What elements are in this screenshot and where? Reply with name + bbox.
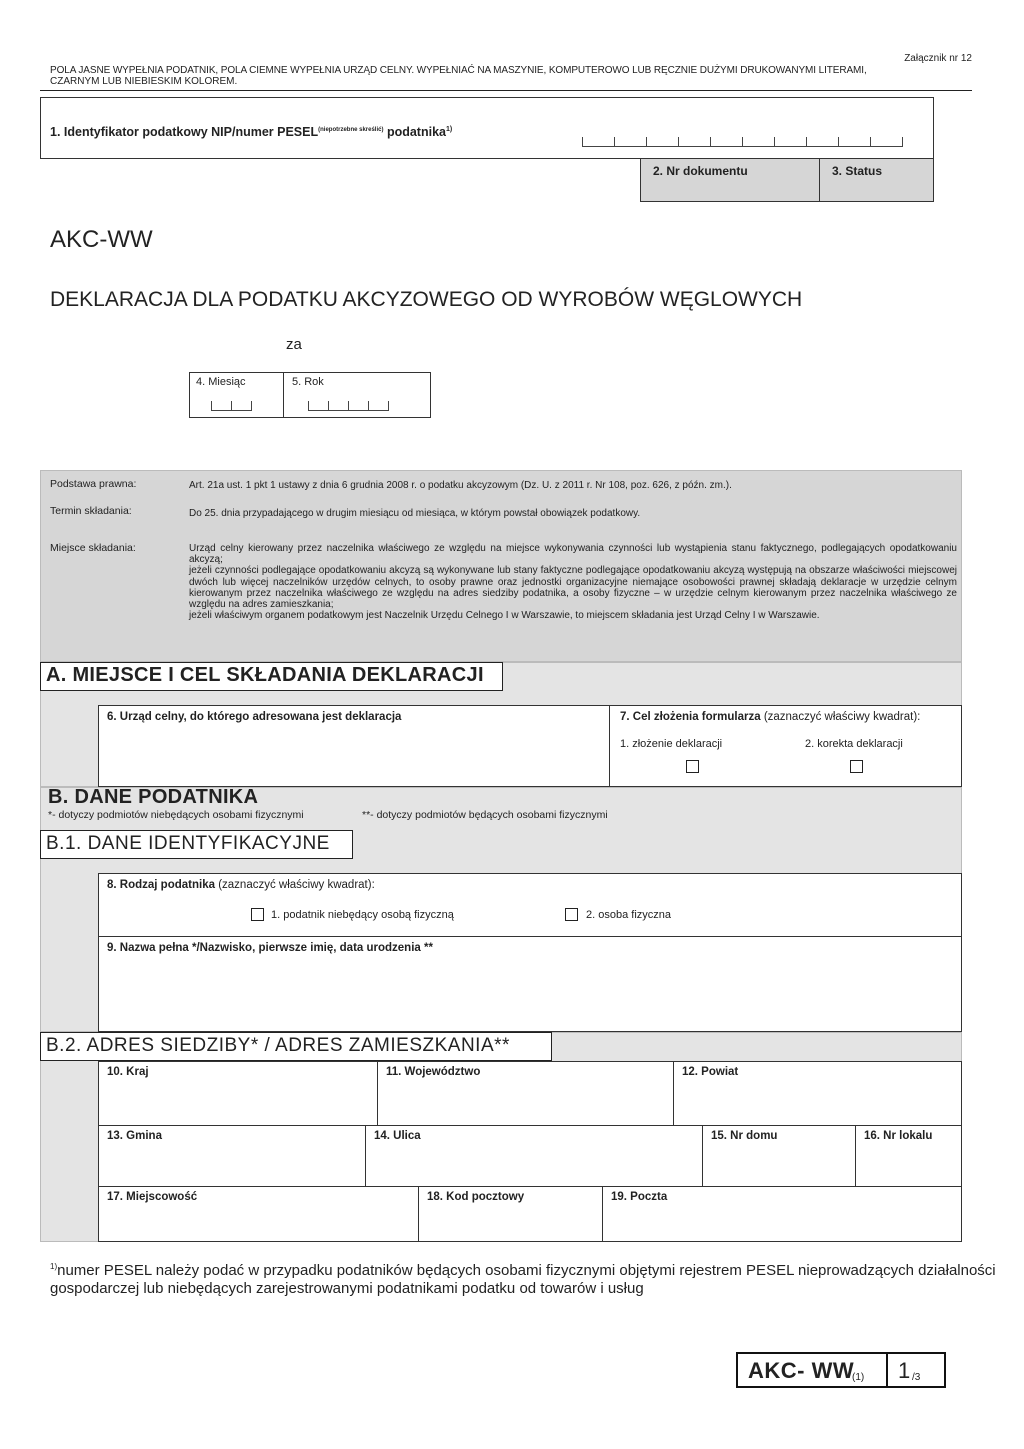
deadline-label: Termin składania: xyxy=(50,505,132,517)
footer-page-box xyxy=(886,1352,946,1388)
field-10-label: 10. Kraj xyxy=(107,1066,149,1078)
correction-checkbox[interactable] xyxy=(850,760,863,773)
field-18-box[interactable] xyxy=(418,1186,603,1242)
footer-page: 1 xyxy=(898,1358,911,1383)
declaration-checkbox[interactable] xyxy=(686,760,699,773)
field-14-label: 14. Ulica xyxy=(374,1130,421,1142)
non-person-checkbox[interactable] xyxy=(251,908,264,921)
legal-basis-label: Podstawa prawna: xyxy=(50,478,137,490)
field-6-label: 6. Urząd celny, do którego adresowana jest deklaracja xyxy=(107,711,402,723)
field-11-label: 11. Województwo xyxy=(386,1066,481,1078)
field-9-label: 9. Nazwa pełna */Nazwisko, pierwsze imię, data urodzenia ** xyxy=(107,942,433,954)
field-3-label: 3. Status xyxy=(832,164,883,178)
field-17-box[interactable] xyxy=(98,1186,419,1242)
header-rule xyxy=(40,90,972,91)
footer-code-box xyxy=(736,1352,888,1388)
field-16-label: 16. Nr lokalu xyxy=(864,1130,933,1142)
field-12-label: 12. Powiat xyxy=(682,1066,739,1078)
place-text-3: jeżeli właściwym organem podatkowym jest Naczelnik Urzędu Celnego I w Warszawie, to miejscem składania jest Urząd Celny I w Warszawie. xyxy=(189,610,820,622)
footnote-line-1: numer PESEL należy podać w przypadku podatników będących osobami fizycznymi objętymi rejestrem PESEL nieprowadzących działalności xyxy=(57,1262,996,1279)
footnote-mark: 1) xyxy=(50,1262,58,1271)
field-4-box xyxy=(189,372,284,418)
footer-code: AKC- WW xyxy=(748,1358,855,1383)
nip-input[interactable] xyxy=(582,137,903,147)
year-input[interactable] xyxy=(308,401,389,411)
field-18-label: 18. Kod pocztowy xyxy=(427,1191,525,1203)
field-10-box[interactable] xyxy=(98,1061,378,1126)
legal-basis-text: Art. 21a ust. 1 pkt 1 ustawy z dnia 6 grudnia 2008 r. o podatku akcyzowym (Dz. U. z 2011 r. Nr 108, poz. 626, z późn. zm.). xyxy=(189,480,732,491)
field-7-box xyxy=(609,705,962,787)
footnote xyxy=(50,1258,996,1298)
field-1-footnote-mark: 1) xyxy=(446,125,453,133)
field-7-note: (zaznaczyć właściwy kwadrat): xyxy=(763,711,921,723)
field-8-label: 8. Rodzaj podatnika xyxy=(107,879,215,891)
field-15-box[interactable] xyxy=(702,1125,856,1187)
instruction-line-2: CZARNYM LUB NIEBIESKIM KOLOREM. xyxy=(50,76,238,87)
field-17-label: 17. Miejscowość xyxy=(107,1191,198,1203)
field-2-label: 2. Nr dokumentu xyxy=(653,164,748,178)
field-11-box[interactable] xyxy=(377,1061,674,1126)
section-b-note-1: *- dotyczy podmiotów niebędących osobami fizycznymi xyxy=(48,809,304,821)
place-label: Miejsce składania: xyxy=(50,542,136,554)
field-2-box xyxy=(640,158,820,202)
field-15-label: 15. Nr domu xyxy=(711,1130,778,1142)
option-2-label: 2. korekta deklaracji xyxy=(805,738,903,750)
footnote-line-2: gospodarczej lub niebędących zarejestrowanymi podatnikami podatku od towarów i usług xyxy=(50,1280,644,1297)
form-title: DEKLARACJA DLA PODATKU AKCYZOWEGO OD WYROBÓW WĘGLOWYCH xyxy=(50,288,803,311)
field-1-label-end: podatnika xyxy=(386,125,446,139)
field-5-label: 5. Rok xyxy=(292,376,324,388)
field-16-box[interactable] xyxy=(855,1125,962,1187)
field-8-note: (zaznaczyć właściwy kwadrat): xyxy=(218,879,375,891)
field-12-box[interactable] xyxy=(673,1061,962,1126)
section-b2-title: B.2. ADRES SIEDZIBY* / ADRES ZAMIESZKANIA** xyxy=(46,1035,510,1056)
field-1-note: (niepotrzebne skreślić) xyxy=(318,126,384,133)
field-19-label: 19. Poczta xyxy=(611,1191,668,1203)
month-input[interactable] xyxy=(211,401,252,411)
za-label: za xyxy=(286,336,302,353)
place-text-2: jeżeli czynności podlegające opodatkowaniu akcyzą są wykonywane lub stany faktyczne podlegające opodatkowaniu akcyzą występują na obszarze właściwości miejscowej dwóch lub więcej naczelników urzędów celnych, to osoby prawne oraz jednostki organizacyjne niemające osobowości prawnej składają deklaracje w urzędzie celnym kierowanym przez naczelnika właściwego ze względu na adres siedziby podatnika, a osoby fizyczne – w urzędzie celnym kierowanym przez naczelnika właściwego ze względu na adres zamieszkania; xyxy=(189,565,957,611)
attachment-label: Załącznik nr 12 xyxy=(904,53,972,64)
field-9-box[interactable] xyxy=(98,936,962,1032)
b1-option-1-label: 1. podatnik niebędący osobą fizyczną xyxy=(271,909,454,921)
footer-page-of: /3 xyxy=(912,1372,921,1383)
place-text xyxy=(189,543,957,621)
option-1-label: 1. złożenie deklaracji xyxy=(620,738,723,750)
instruction-line-1: POLA JASNE WYPEŁNIA PODATNIK, POLA CIEMNE WYPEŁNIA URZĄD CELNY. WYPEŁNIAĆ NA MASZYNIE, KOMPUTEROWO LUB RĘCZNIE DUŻYMI DRUKOWANYMI LITERAMI, xyxy=(50,65,867,76)
natural-person-checkbox[interactable] xyxy=(565,908,578,921)
place-text-1: Urząd celny kierowany przez naczelnika właściwego ze względu na miejsce wykonywania czynności lub wystąpienia stanu faktycznego, podlegających opodatkowaniu akcyzą; xyxy=(189,543,957,566)
field-6-box[interactable] xyxy=(98,705,610,787)
form-code: AKC-WW xyxy=(50,226,153,253)
field-13-label: 13. Gmina xyxy=(107,1130,162,1142)
section-b1-title: B.1. DANE IDENTYFIKACYJNE xyxy=(46,833,330,854)
b1-option-2-label: 2. osoba fizyczna xyxy=(586,909,671,921)
field-8-box xyxy=(98,873,962,937)
field-1-label xyxy=(50,125,452,139)
field-14-box[interactable] xyxy=(365,1125,703,1187)
field-3-box xyxy=(819,158,934,202)
deadline-text: Do 25. dnia przypadającego w drugim miesiącu od miesiąca, w którym powstał obowiązek podatkowy. xyxy=(189,508,641,519)
field-7-label: 7. Cel złożenia formularza xyxy=(620,711,761,723)
section-b-title: B. DANE PODATNIKA xyxy=(48,786,259,808)
field-19-box[interactable] xyxy=(602,1186,962,1242)
field-13-box[interactable] xyxy=(98,1125,366,1187)
field-5-box xyxy=(283,372,431,418)
field-1-label-text: 1. Identyfikator podatkowy NIP/numer PESEL xyxy=(50,125,319,139)
footer-version: (1) xyxy=(852,1372,865,1383)
section-b-note-2: **- dotyczy podmiotów będących osobami fizycznymi xyxy=(362,809,608,821)
field-4-label: 4. Miesiąc xyxy=(196,376,246,388)
section-a-title: A. MIEJSCE I CEL SKŁADANIA DEKLARACJI xyxy=(46,664,484,686)
